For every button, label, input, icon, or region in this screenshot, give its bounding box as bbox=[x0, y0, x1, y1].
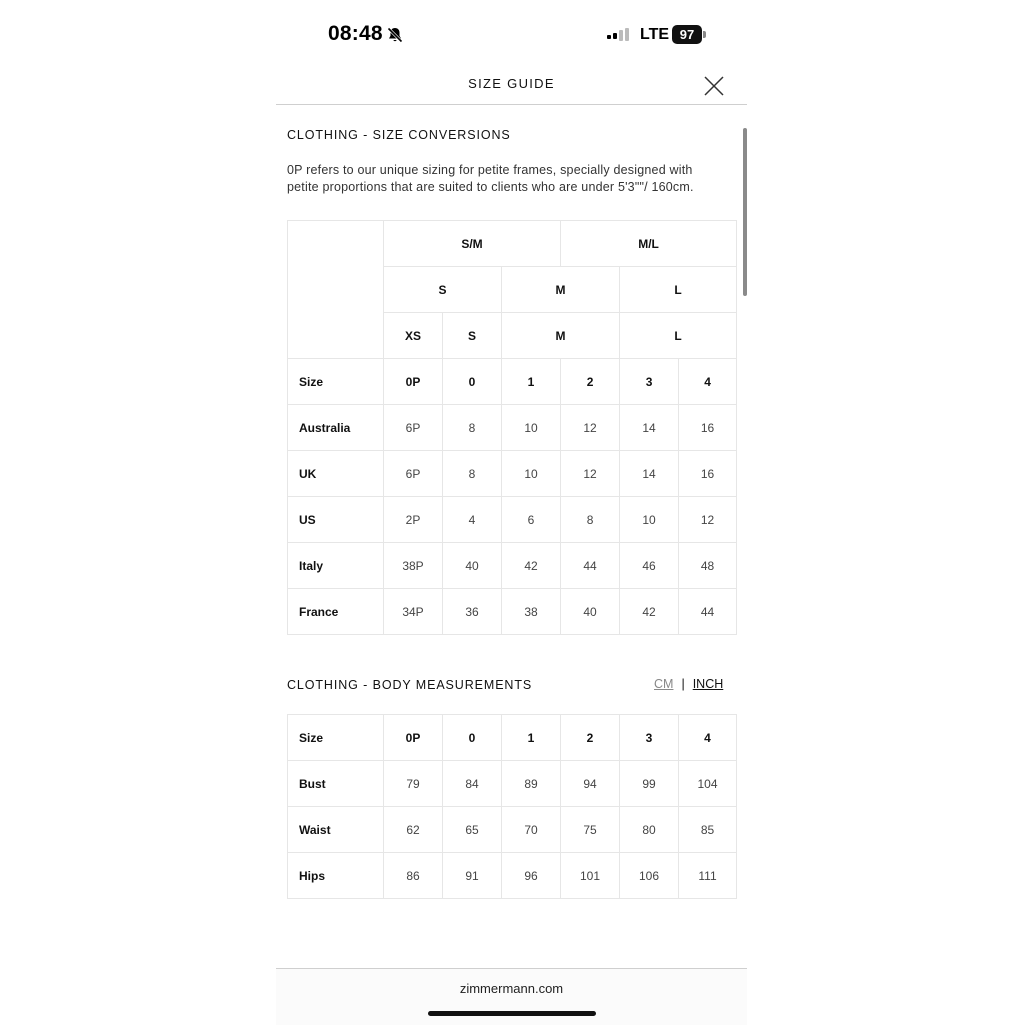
table-cell: 96 bbox=[502, 853, 561, 899]
table-cell: 34P bbox=[384, 589, 443, 635]
table-cell: 84 bbox=[443, 761, 502, 807]
group-header: S/M bbox=[384, 221, 561, 267]
table-cell: 4 bbox=[443, 497, 502, 543]
conversion-rows bbox=[288, 359, 737, 635]
table-cell: 46 bbox=[620, 543, 679, 589]
unit-cm-link[interactable]: CM bbox=[654, 677, 674, 691]
table-cell: 2 bbox=[561, 715, 620, 761]
table-cell: 14 bbox=[620, 451, 679, 497]
table-cell: 40 bbox=[443, 543, 502, 589]
phone-screen bbox=[276, 0, 747, 1024]
corner-cell bbox=[288, 221, 384, 359]
close-icon[interactable] bbox=[702, 74, 726, 98]
table-cell: 0 bbox=[443, 359, 502, 405]
table-cell: 16 bbox=[679, 451, 737, 497]
table-cell: 62 bbox=[384, 807, 443, 853]
measurement-rows bbox=[288, 715, 737, 899]
table-cell: 111 bbox=[679, 853, 737, 899]
table-cell: 10 bbox=[620, 497, 679, 543]
table-row bbox=[288, 405, 737, 451]
body-measurements-table bbox=[287, 714, 737, 899]
battery-cap bbox=[703, 31, 706, 38]
table-cell: 42 bbox=[502, 543, 561, 589]
status-time: 08:48 bbox=[328, 22, 383, 45]
table-cell: 38 bbox=[502, 589, 561, 635]
group-header: M bbox=[502, 267, 620, 313]
scrollbar[interactable] bbox=[743, 128, 747, 296]
table-cell: 4 bbox=[679, 715, 737, 761]
group-header: S bbox=[443, 313, 502, 359]
table-cell: 6P bbox=[384, 451, 443, 497]
table-row bbox=[288, 497, 737, 543]
table-cell: 99 bbox=[620, 761, 679, 807]
table-cell: 86 bbox=[384, 853, 443, 899]
table-cell: 12 bbox=[679, 497, 737, 543]
table-cell: 4 bbox=[679, 359, 737, 405]
table-cell: 48 bbox=[679, 543, 737, 589]
modal-header bbox=[276, 62, 747, 105]
group-header: L bbox=[620, 313, 737, 359]
group-header: M bbox=[502, 313, 620, 359]
table-row bbox=[288, 715, 737, 761]
group-header: S bbox=[384, 267, 502, 313]
table-cell: 3 bbox=[620, 359, 679, 405]
row-label: Size bbox=[288, 715, 384, 761]
table-cell: 91 bbox=[443, 853, 502, 899]
table-cell: 16 bbox=[679, 405, 737, 451]
group-row bbox=[288, 221, 737, 267]
table-cell: 94 bbox=[561, 761, 620, 807]
conversions-title: CLOTHING - SIZE CONVERSIONS bbox=[287, 128, 511, 142]
table-cell: 65 bbox=[443, 807, 502, 853]
muted-bell-icon bbox=[386, 26, 404, 44]
table-cell: 75 bbox=[561, 807, 620, 853]
table-cell: 44 bbox=[561, 543, 620, 589]
group-header: M/L bbox=[561, 221, 737, 267]
size-conversion-table bbox=[287, 220, 737, 635]
table-row bbox=[288, 543, 737, 589]
table-cell: 104 bbox=[679, 761, 737, 807]
row-label: France bbox=[288, 589, 384, 635]
table-cell: 12 bbox=[561, 405, 620, 451]
group-header: XS bbox=[384, 313, 443, 359]
table-cell: 38P bbox=[384, 543, 443, 589]
table-cell: 1 bbox=[502, 715, 561, 761]
table-cell: 42 bbox=[620, 589, 679, 635]
table-cell: 79 bbox=[384, 761, 443, 807]
table-cell: 0 bbox=[443, 715, 502, 761]
table-cell: 106 bbox=[620, 853, 679, 899]
table-cell: 101 bbox=[561, 853, 620, 899]
table-cell: 0P bbox=[384, 715, 443, 761]
row-label: Size bbox=[288, 359, 384, 405]
page-title: SIZE GUIDE bbox=[468, 76, 555, 91]
row-label: Hips bbox=[288, 853, 384, 899]
table-cell: 8 bbox=[443, 405, 502, 451]
measurements-title: CLOTHING - BODY MEASUREMENTS bbox=[287, 678, 533, 692]
table-cell: 10 bbox=[502, 451, 561, 497]
table-cell: 1 bbox=[502, 359, 561, 405]
row-label: Australia bbox=[288, 405, 384, 451]
table-cell: 2P bbox=[384, 497, 443, 543]
table-row bbox=[288, 807, 737, 853]
table-cell: 6P bbox=[384, 405, 443, 451]
table-cell: 14 bbox=[620, 405, 679, 451]
table-cell: 40 bbox=[561, 589, 620, 635]
table-cell: 3 bbox=[620, 715, 679, 761]
table-row bbox=[288, 359, 737, 405]
unit-separator: | bbox=[681, 677, 685, 691]
table-cell: 89 bbox=[502, 761, 561, 807]
table-cell: 85 bbox=[679, 807, 737, 853]
table-cell: 44 bbox=[679, 589, 737, 635]
row-label: UK bbox=[288, 451, 384, 497]
group-header: L bbox=[620, 267, 737, 313]
row-label: US bbox=[288, 497, 384, 543]
table-cell: 70 bbox=[502, 807, 561, 853]
table-row bbox=[288, 853, 737, 899]
table-cell: 12 bbox=[561, 451, 620, 497]
battery-level: 97 bbox=[672, 25, 702, 44]
website-link[interactable]: zimmermann.com bbox=[459, 981, 564, 996]
battery-icon bbox=[672, 25, 706, 44]
table-cell: 6 bbox=[502, 497, 561, 543]
table-cell: 0P bbox=[384, 359, 443, 405]
signal-icon bbox=[607, 28, 631, 42]
table-cell: 8 bbox=[443, 451, 502, 497]
home-indicator[interactable] bbox=[428, 1011, 596, 1016]
table-cell: 36 bbox=[443, 589, 502, 635]
table-row bbox=[288, 451, 737, 497]
table-row bbox=[288, 589, 737, 635]
footer bbox=[276, 968, 747, 1025]
table-cell: 8 bbox=[561, 497, 620, 543]
row-label: Waist bbox=[288, 807, 384, 853]
table-cell: 10 bbox=[502, 405, 561, 451]
row-label: Bust bbox=[288, 761, 384, 807]
petite-description: 0P refers to our unique sizing for petite frames, specially designed with petite proportions that are suited to clients who are under 5'3""/ 160cm. bbox=[287, 163, 694, 194]
table-cell: 2 bbox=[561, 359, 620, 405]
unit-toggle bbox=[654, 677, 723, 691]
table-cell: 80 bbox=[620, 807, 679, 853]
row-label: Italy bbox=[288, 543, 384, 589]
unit-inch-link[interactable]: INCH bbox=[692, 677, 724, 691]
table-row bbox=[288, 761, 737, 807]
network-type: LTE bbox=[640, 26, 670, 43]
